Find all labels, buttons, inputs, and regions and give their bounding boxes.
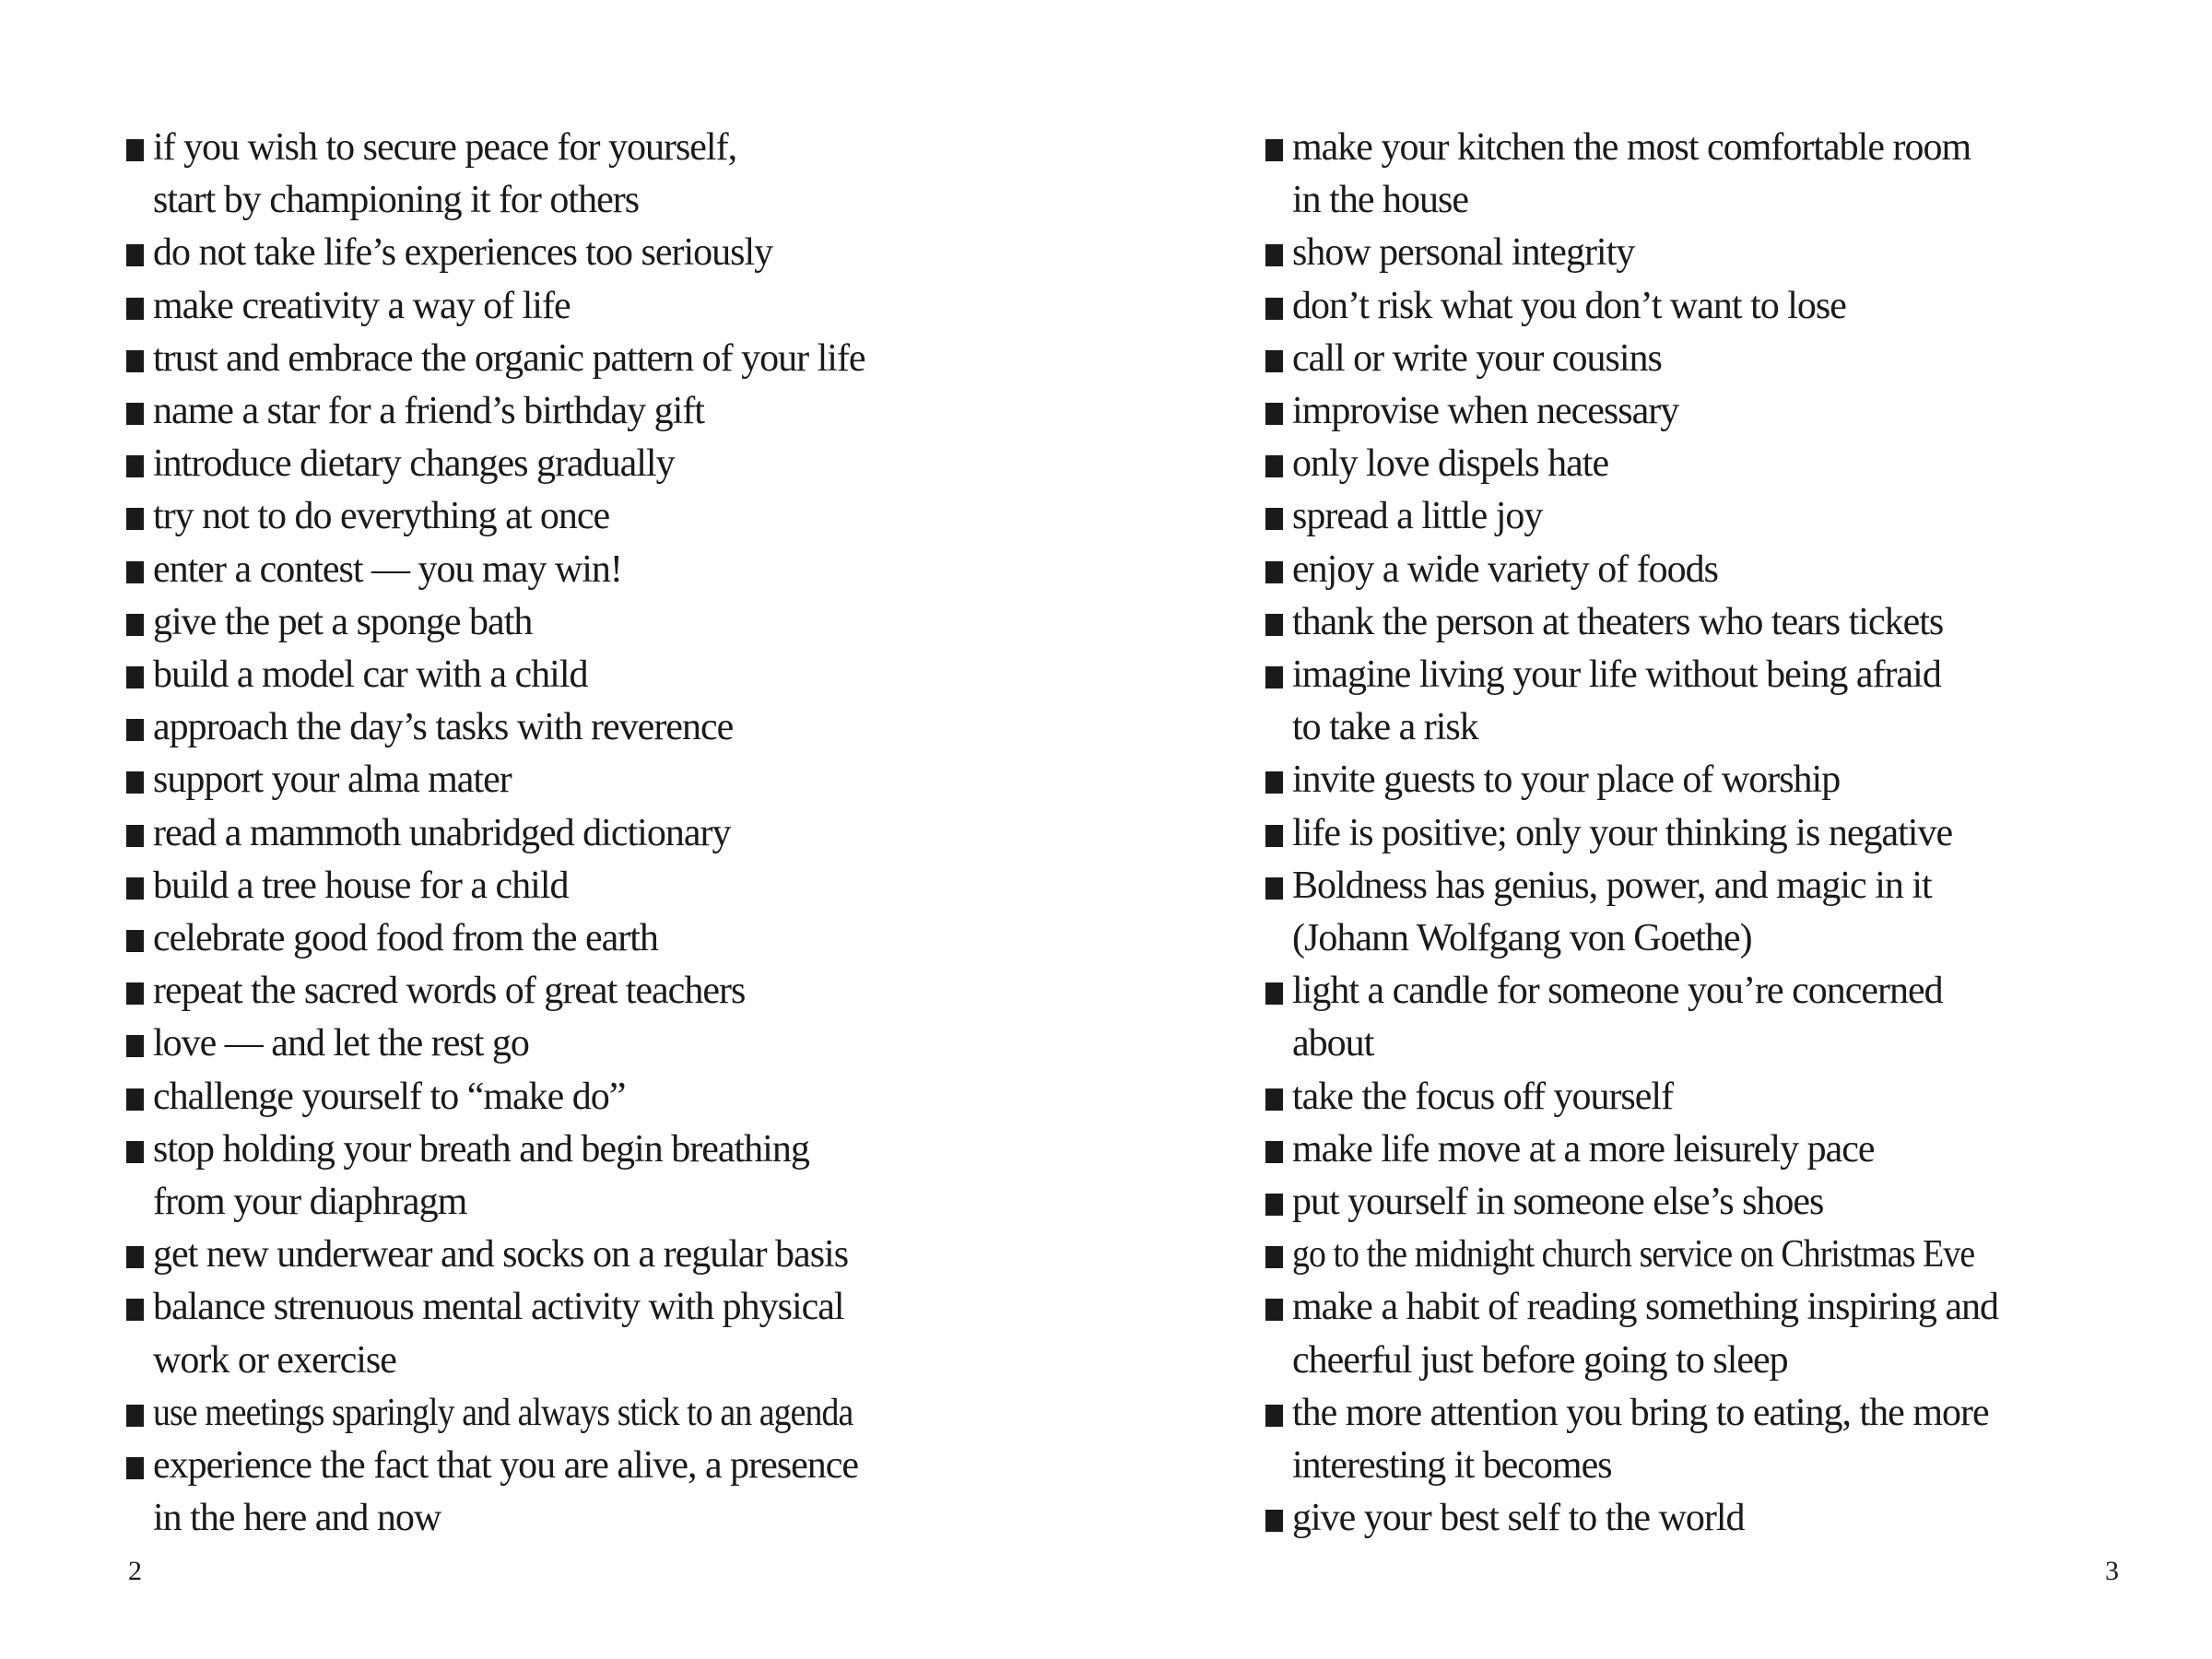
square-bullet-icon — [1265, 1510, 1283, 1532]
item-text-line: balance strenuous mental activity with physical — [153, 1286, 844, 1329]
list-item — [126, 385, 1057, 438]
square-bullet-icon — [1265, 877, 1283, 900]
square-bullet-icon — [126, 1088, 144, 1111]
list-item — [126, 122, 1057, 227]
square-bullet-icon — [1265, 1405, 1283, 1427]
square-bullet-icon — [126, 508, 144, 530]
item-text-line: Boldness has genius, power, and magic in it — [1292, 864, 1932, 907]
item-text-line: trust and embrace the organic pattern of your life — [153, 336, 865, 380]
square-bullet-icon — [126, 666, 144, 688]
list-item — [126, 912, 1057, 965]
square-bullet-icon — [1265, 244, 1283, 266]
list-item — [126, 544, 1057, 596]
item-continuation-line: to take a risk — [1292, 706, 1478, 749]
list-item — [1265, 438, 2132, 490]
list-item — [126, 649, 1057, 701]
advice-list — [126, 122, 1057, 1545]
item-text-line: make life move at a more leisurely pace — [1292, 1127, 1875, 1171]
square-bullet-icon — [126, 350, 144, 372]
square-bullet-icon — [126, 930, 144, 952]
square-bullet-icon — [126, 403, 144, 425]
square-bullet-icon — [126, 1299, 144, 1321]
list-item — [1265, 385, 2132, 438]
square-bullet-icon — [126, 1246, 144, 1268]
item-text-line: repeat the sacred words of great teachers — [153, 970, 746, 1013]
item-text-line: make your kitchen the most comfortable room — [1292, 126, 1971, 169]
list-item — [1265, 596, 2132, 649]
square-bullet-icon — [1265, 1141, 1283, 1163]
item-text-line: enjoy a wide variety of foods — [1292, 547, 1719, 591]
item-continuation-line: start by championing it for others — [153, 179, 640, 222]
item-text-line: make a habit of reading something inspiring and — [1292, 1286, 1998, 1329]
square-bullet-icon — [1265, 1194, 1283, 1216]
item-continuation-line: in the house — [1292, 179, 1468, 222]
item-text-line: call or write your cousins — [1292, 336, 1662, 380]
square-bullet-icon — [1265, 982, 1283, 1005]
item-continuation-line: work or exercise — [153, 1338, 396, 1382]
square-bullet-icon — [126, 1457, 144, 1479]
list-item — [1265, 544, 2132, 596]
list-item — [1265, 1281, 2132, 1386]
square-bullet-icon — [1265, 350, 1283, 372]
item-text-line: improvise when necessary — [1292, 390, 1679, 433]
list-item — [126, 965, 1057, 1018]
list-item — [126, 701, 1057, 754]
item-text-line: do not take life’s experiences too seriously — [153, 231, 773, 275]
list-item — [126, 1440, 1057, 1545]
square-bullet-icon — [126, 614, 144, 636]
item-text-line: invite guests to your place of worship — [1292, 759, 1841, 802]
item-text-line: try not to do everything at once — [153, 495, 610, 538]
square-bullet-icon — [126, 1405, 144, 1427]
list-item — [126, 1124, 1057, 1229]
square-bullet-icon — [126, 561, 144, 583]
square-bullet-icon — [126, 982, 144, 1005]
item-text-line: use meetings sparingly and always stick to an agenda — [153, 1391, 853, 1434]
advice-list — [1265, 122, 2132, 1545]
item-text-line: light a candle for someone you’re concerned — [1292, 970, 1943, 1013]
square-bullet-icon — [1265, 1088, 1283, 1111]
item-text-line: build a tree house for a child — [153, 864, 569, 907]
item-text-line: give the pet a sponge bath — [153, 600, 533, 643]
item-text-line: only love dispels hate — [1292, 442, 1609, 486]
item-text-line: show personal integrity — [1292, 231, 1635, 275]
list-item — [126, 1018, 1057, 1070]
square-bullet-icon — [126, 455, 144, 477]
list-item — [1265, 122, 2132, 227]
item-text-line: read a mammoth unabridged dictionary — [153, 811, 731, 854]
item-text-line: introduce dietary changes gradually — [153, 442, 675, 486]
list-item — [1265, 754, 2132, 806]
item-continuation-line: from your diaphragm — [153, 1181, 467, 1224]
square-bullet-icon — [126, 1141, 144, 1163]
list-item — [126, 490, 1057, 543]
book-page-left — [126, 122, 1057, 1659]
item-text-line: if you wish to secure peace for yourself, — [153, 126, 737, 169]
square-bullet-icon — [1265, 1299, 1283, 1321]
square-bullet-icon — [1265, 666, 1283, 688]
square-bullet-icon — [1265, 455, 1283, 477]
square-bullet-icon — [1265, 1246, 1283, 1268]
square-bullet-icon — [1265, 139, 1283, 161]
square-bullet-icon — [126, 1035, 144, 1057]
item-continuation-line: interesting it becomes — [1292, 1444, 1612, 1488]
square-bullet-icon — [126, 825, 144, 847]
list-item — [1265, 1492, 2132, 1545]
square-bullet-icon — [126, 298, 144, 320]
item-text-line: give your best self to the world — [1292, 1497, 1745, 1540]
square-bullet-icon — [1265, 561, 1283, 583]
list-item — [1265, 490, 2132, 543]
item-text-line: get new underwear and socks on a regular basis — [153, 1233, 849, 1277]
item-text-line: challenge yourself to “make do” — [153, 1075, 626, 1118]
item-text-line: take the focus off yourself — [1292, 1075, 1674, 1118]
item-text-line: approach the day’s tasks with reverence — [153, 706, 734, 749]
list-item — [126, 227, 1057, 279]
item-text-line: enter a contest — you may win! — [153, 547, 622, 591]
list-item — [126, 333, 1057, 385]
square-bullet-icon — [126, 244, 144, 266]
list-item — [126, 280, 1057, 333]
list-item — [1265, 227, 2132, 279]
item-text-line: name a star for a friend’s birthday gift — [153, 390, 704, 433]
list-item — [1265, 1176, 2132, 1229]
item-text-line: imagine living your life without being afraid — [1292, 653, 1941, 697]
list-item — [126, 438, 1057, 490]
item-text-line: support your alma mater — [153, 759, 512, 802]
item-text-line: don’t risk what you don’t want to lose — [1292, 284, 1846, 327]
item-text-line: experience the fact that you are alive, a presence — [153, 1444, 859, 1488]
square-bullet-icon — [126, 771, 144, 794]
list-item — [126, 1387, 1057, 1440]
list-item — [1265, 860, 2132, 965]
list-item — [1265, 333, 2132, 385]
list-item — [1265, 1124, 2132, 1176]
square-bullet-icon — [126, 719, 144, 741]
item-continuation-line: in the here and now — [153, 1497, 441, 1540]
list-item — [126, 1071, 1057, 1124]
item-text-line: celebrate good food from the earth — [153, 917, 658, 960]
square-bullet-icon — [1265, 298, 1283, 320]
page-number: 2 — [128, 1556, 142, 1586]
square-bullet-icon — [1265, 614, 1283, 636]
square-bullet-icon — [1265, 771, 1283, 794]
item-text-line: build a model car with a child — [153, 653, 588, 697]
list-item — [126, 1281, 1057, 1386]
list-item — [126, 860, 1057, 912]
list-item — [1265, 649, 2132, 754]
item-continuation-line: (Johann Wolfgang von Goethe) — [1292, 917, 1752, 960]
list-item — [1265, 1071, 2132, 1124]
item-continuation-line: about — [1292, 1022, 1374, 1065]
item-text-line: thank the person at theaters who tears tickets — [1292, 600, 1944, 643]
item-text-line: the more attention you bring to eating, the more — [1292, 1391, 1989, 1434]
list-item — [126, 807, 1057, 860]
item-continuation-line: cheerful just before going to sleep — [1292, 1338, 1788, 1382]
square-bullet-icon — [1265, 508, 1283, 530]
item-text-line: make creativity a way of life — [153, 284, 571, 327]
item-text-line: life is positive; only your thinking is negative — [1292, 811, 1953, 854]
square-bullet-icon — [1265, 825, 1283, 847]
item-text-line: stop holding your breath and begin breathing — [153, 1127, 809, 1171]
item-text-line: go to the midnight church service on Christmas Eve — [1292, 1233, 1975, 1277]
book-page-right — [1265, 122, 2132, 1659]
list-item — [1265, 1387, 2132, 1492]
list-item — [1265, 1229, 2132, 1281]
item-text-line: put yourself in someone else’s shoes — [1292, 1181, 1824, 1224]
square-bullet-icon — [126, 877, 144, 900]
list-item — [1265, 280, 2132, 333]
page-number: 3 — [2105, 1556, 2119, 1586]
list-item — [1265, 807, 2132, 860]
list-item — [126, 596, 1057, 649]
item-text-line: spread a little joy — [1292, 495, 1543, 538]
square-bullet-icon — [126, 139, 144, 161]
square-bullet-icon — [1265, 403, 1283, 425]
item-text-line: love — and let the rest go — [153, 1022, 529, 1065]
list-item — [126, 1229, 1057, 1281]
list-item — [126, 754, 1057, 806]
list-item — [1265, 965, 2132, 1070]
